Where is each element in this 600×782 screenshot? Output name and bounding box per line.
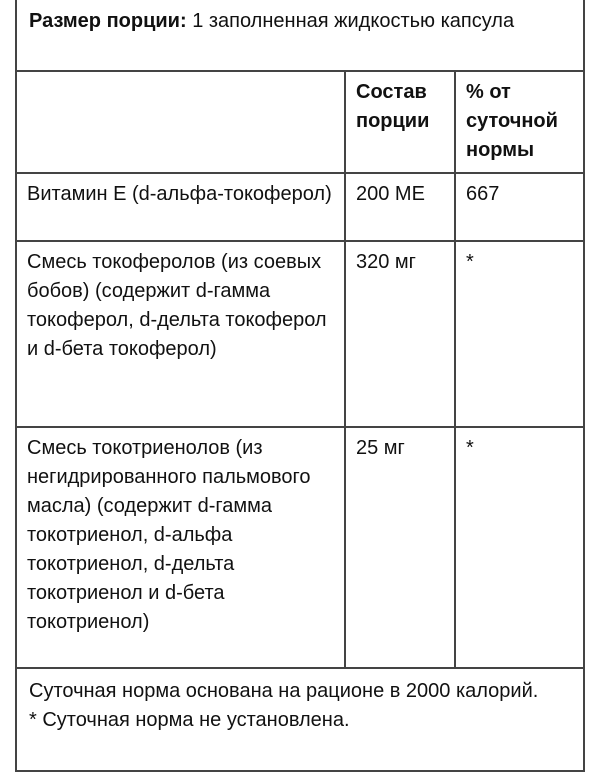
supplement-facts-panel — [15, 0, 585, 772]
nutrient-table — [17, 72, 583, 667]
nutrient-daily-value: 667 — [455, 173, 583, 241]
table-header-row — [17, 72, 583, 173]
header-daily-value: % от суточной нормы — [455, 72, 583, 173]
nutrient-amount: 200 МЕ — [345, 173, 455, 241]
footnotes — [17, 667, 583, 772]
footnote-daily-basis: Суточная норма основана на рационе в 2000 калорий. — [29, 680, 539, 702]
header-amount: Состав порции — [345, 72, 455, 173]
table-row — [17, 241, 583, 427]
nutrient-name: Витамин E (d-альфа-токоферол) — [17, 173, 345, 241]
table-row — [17, 427, 583, 667]
serving-size-value: 1 заполненная жидкостью капсула — [186, 10, 515, 32]
table-row — [17, 173, 583, 241]
nutrient-amount: 25 мг — [345, 427, 455, 667]
nutrient-daily-value: * — [455, 427, 583, 667]
nutrient-name: Смесь токотриенолов (из негидрированного пальмового масла) (содержит d-гамма токотриенол, d-альфа токотриенол, d-дельта токотриенол и d-бета токотриенол) — [17, 427, 345, 667]
nutrient-name: Смесь токоферолов (из соевых бобов) (содержит d-гамма токоферол, d-дельта токоферол и d-бета токоферол) — [17, 241, 345, 427]
header-name — [17, 72, 345, 173]
serving-size-label: Размер порции: — [29, 10, 187, 32]
footnote-not-established: * Суточная норма не установлена. — [29, 709, 350, 731]
nutrient-amount: 320 мг — [345, 241, 455, 427]
serving-size-row — [17, 0, 583, 72]
nutrient-daily-value: * — [455, 241, 583, 427]
